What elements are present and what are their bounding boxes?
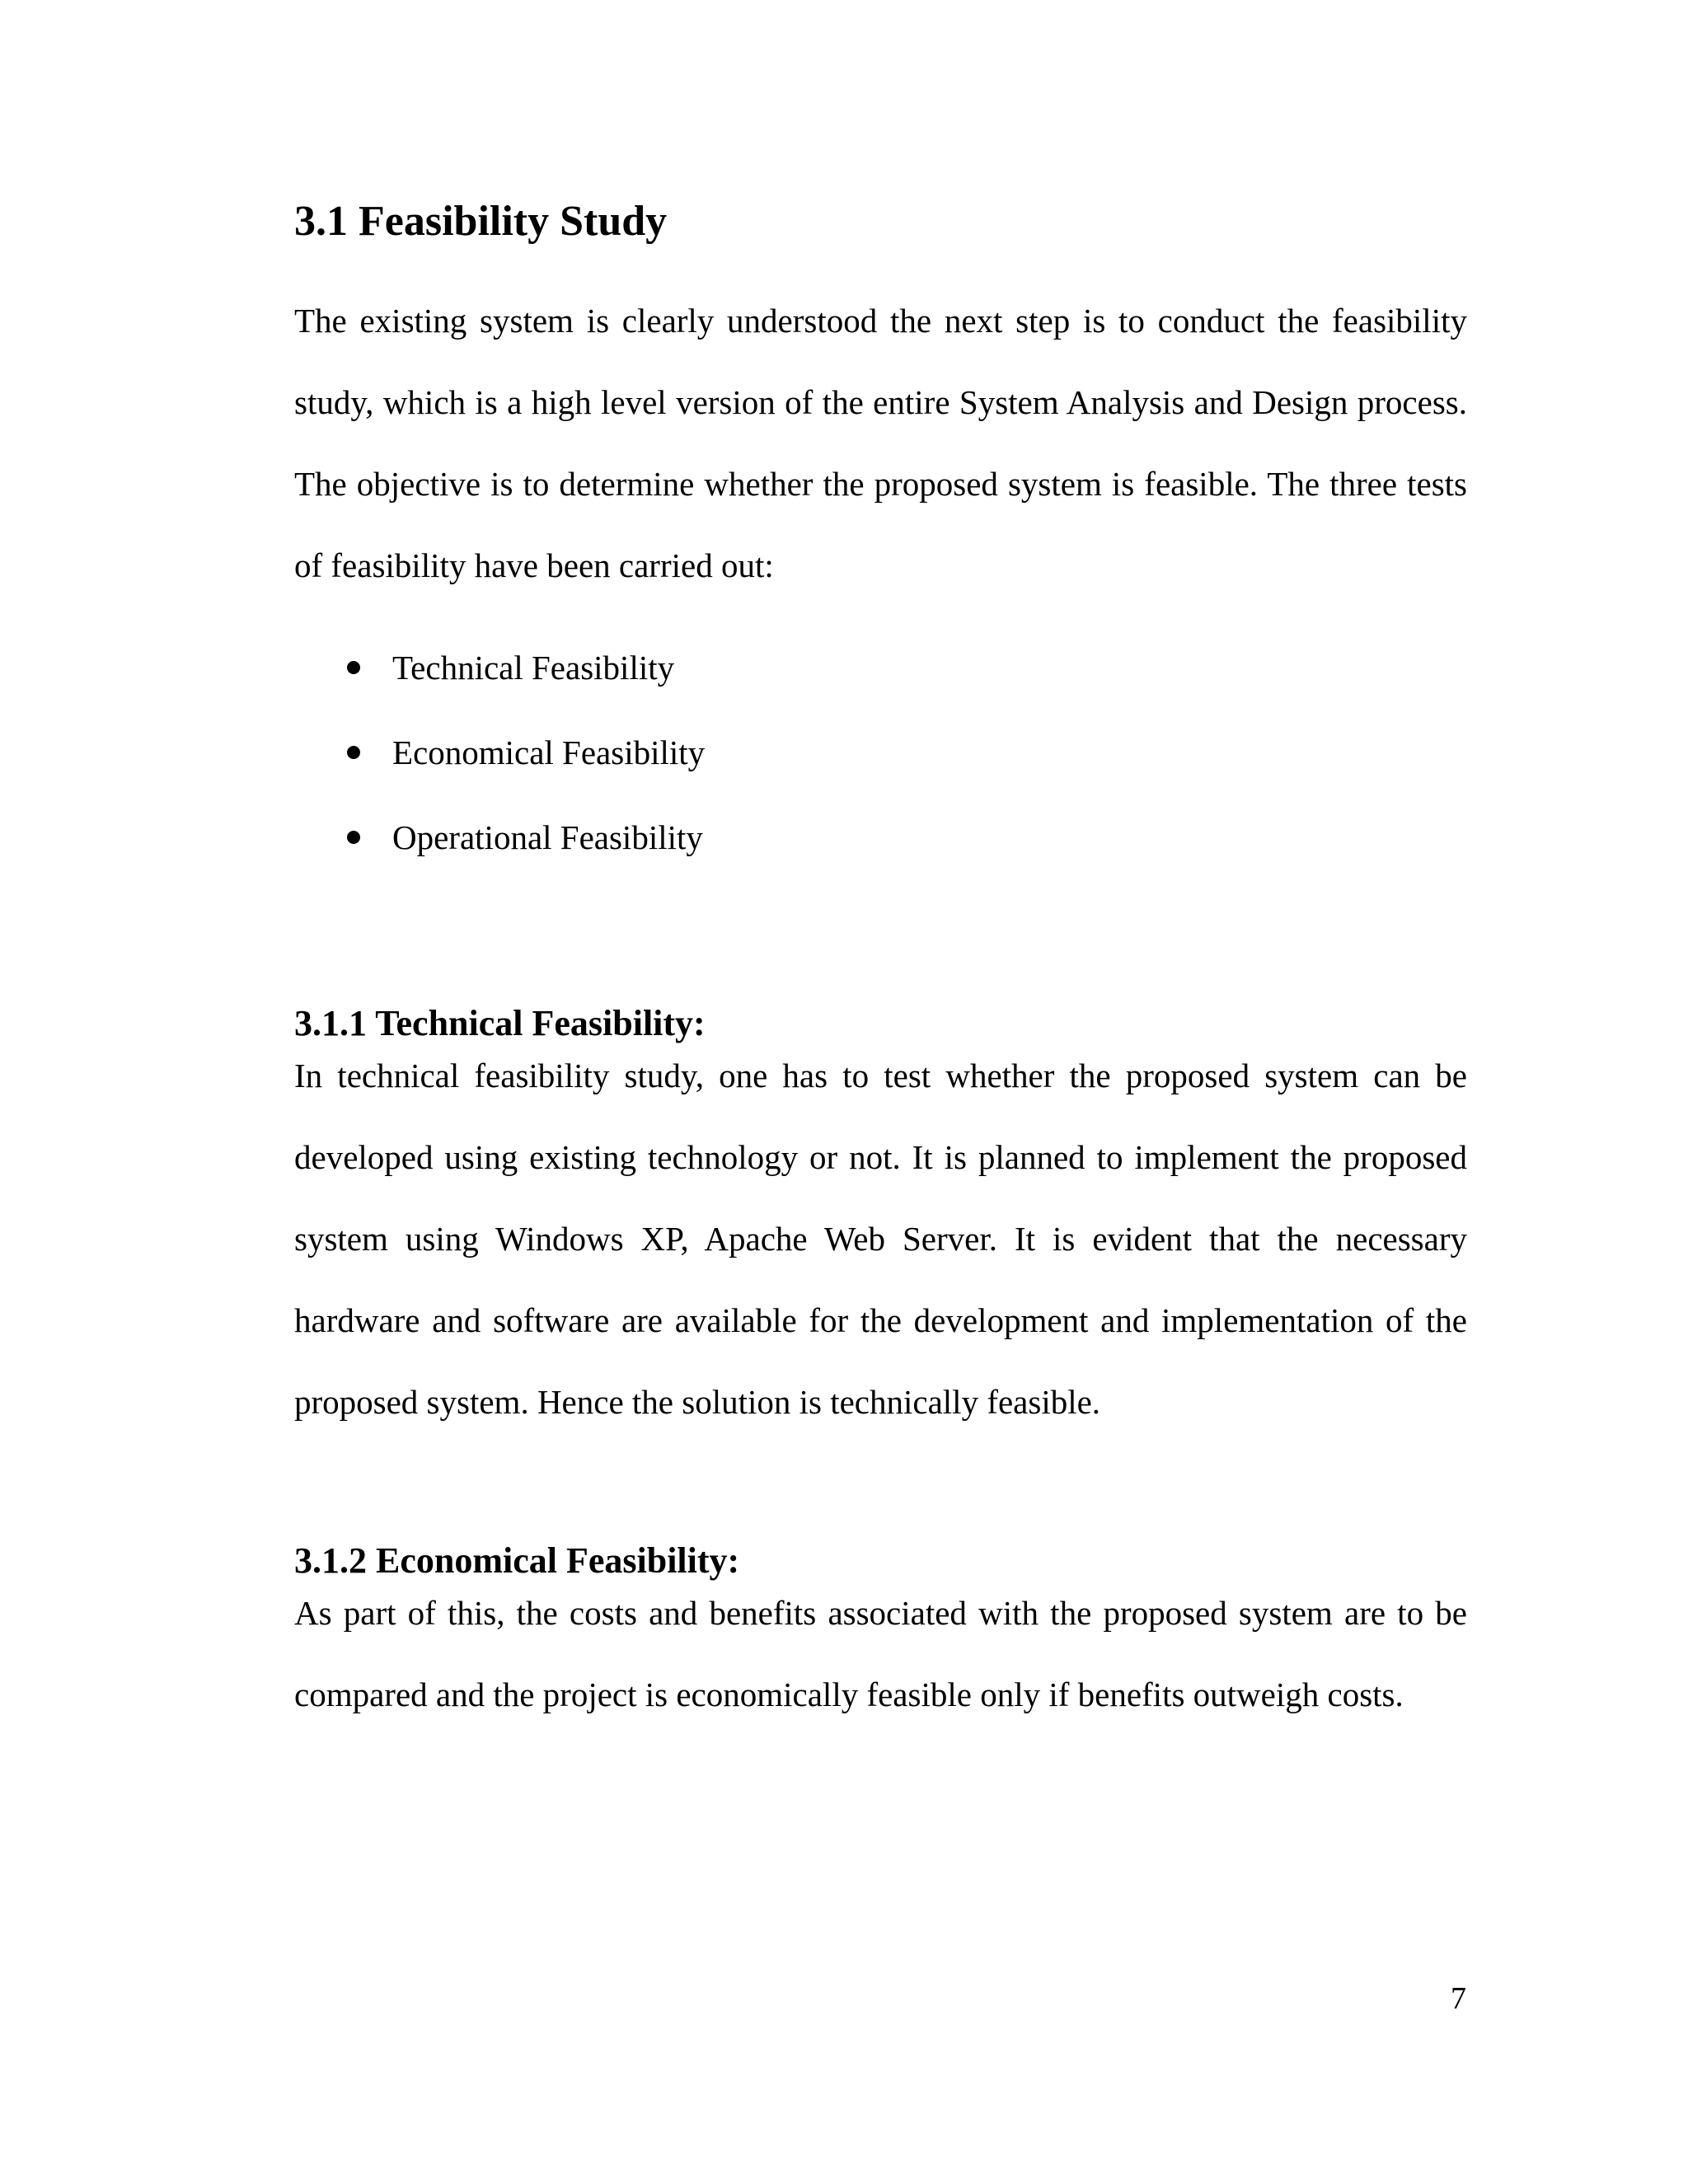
economical-feasibility-heading: 3.1.2 Economical Feasibility: [294, 1540, 740, 1581]
bullet-icon [347, 746, 360, 759]
technical-feasibility-paragraph: In technical feasibility study, one has to test whether the proposed system can be developed using existing technology or not. It is planned to implement the proposed system using Windows XP, Apache Web Server. It is evident that the necessary hardware and software are available for the development and implementation of the proposed system. Hence the solution is technically feasible. [294, 1057, 1467, 1421]
section-heading: 3.1 Feasibility Study [294, 198, 668, 245]
list-item-label: Operational Feasibility [392, 818, 703, 856]
list-item-label: Technical Feasibility [392, 649, 675, 687]
bullet-icon [347, 661, 360, 674]
economical-feasibility-paragraph: As part of this, the costs and benefits associated with the proposed system are to be compared and the project is economically feasible only if benefits outweigh costs. [294, 1594, 1467, 1713]
list-item-label: Economical Feasibility [392, 733, 706, 771]
technical-feasibility-heading: 3.1.1 Technical Feasibility: [294, 1003, 706, 1043]
intro-paragraph: The existing system is clearly understood the next step is to conduct the feasibility study, which is a high level version of the entire System Analysis and Design process. The objective is to determine whether the proposed system is feasible. The three tests of feasibility have been carried out: [294, 302, 1467, 584]
page-number: 7 [1451, 1981, 1466, 2016]
bullet-icon [347, 831, 360, 844]
